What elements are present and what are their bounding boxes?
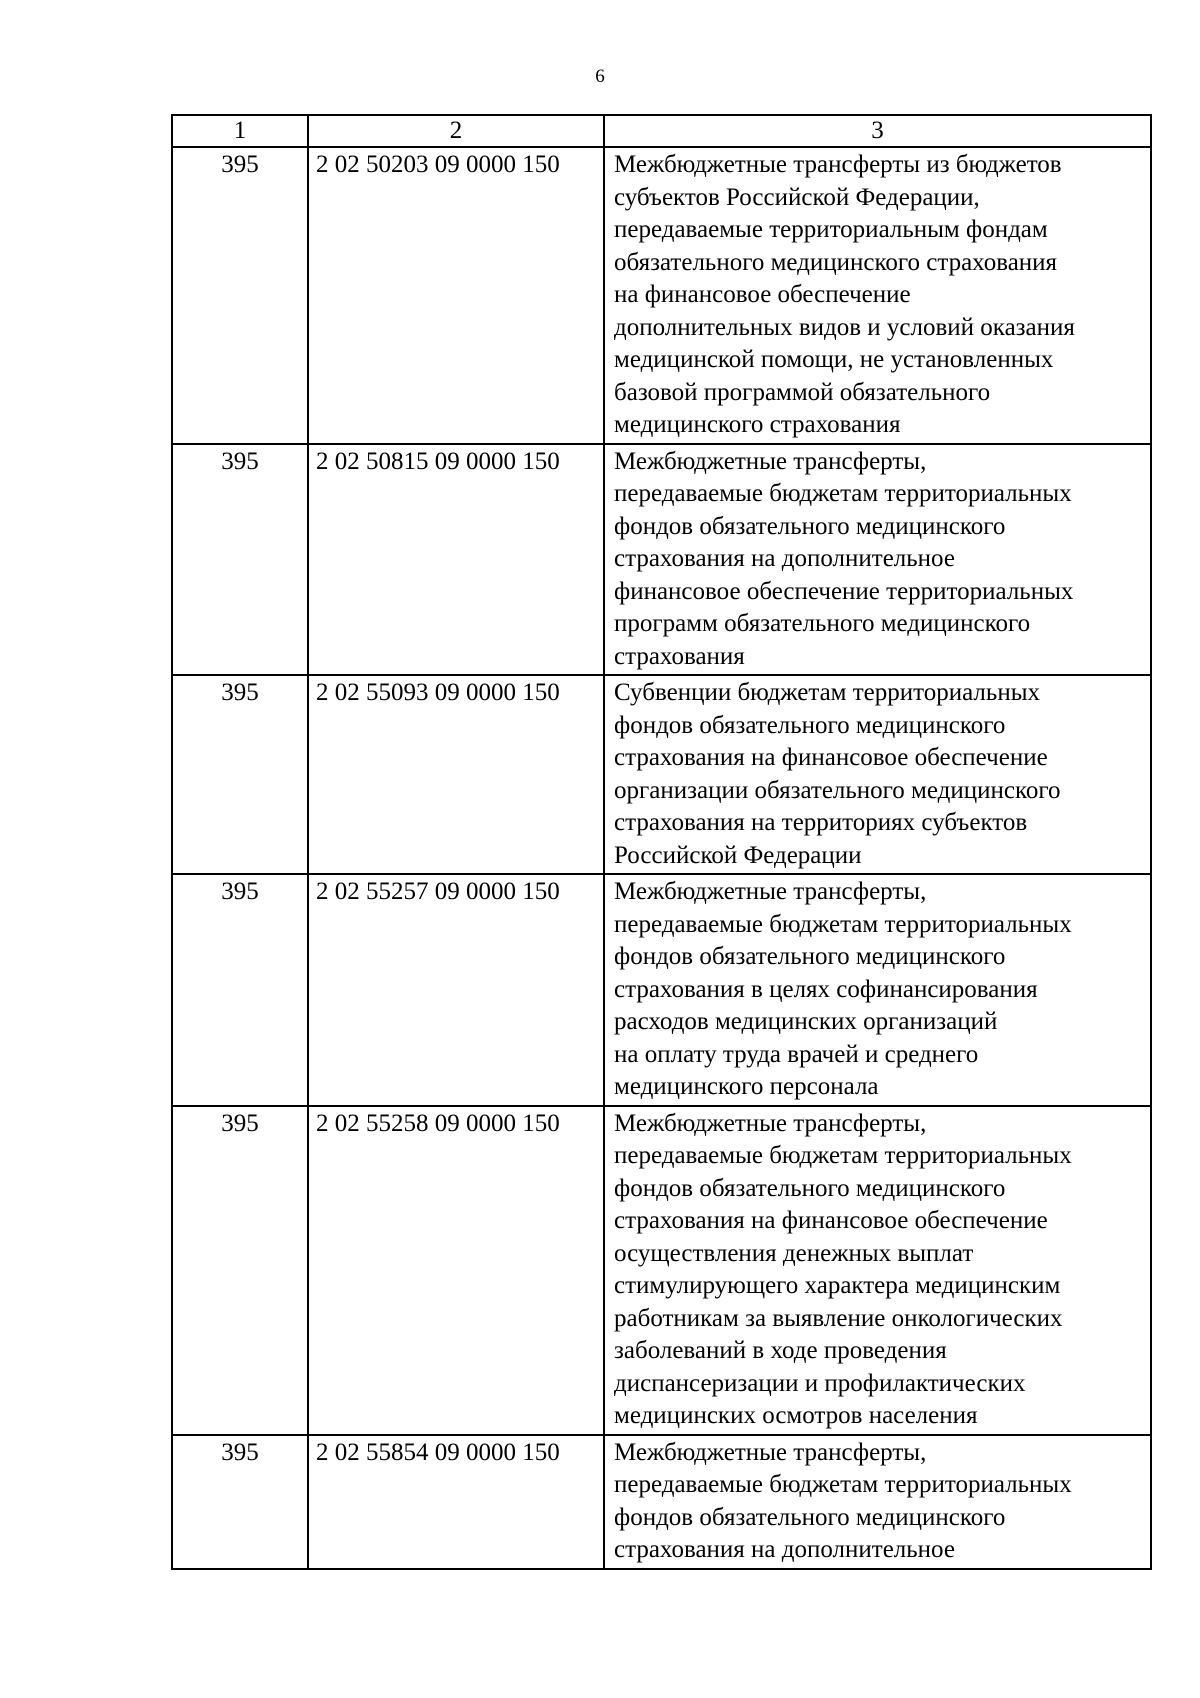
admin-code-cell xyxy=(172,1106,308,1435)
description-line: медицинского страхования xyxy=(614,411,901,438)
description-line: передаваемые бюджетам территориальных xyxy=(614,480,1072,507)
description-line: страхования на дополнительное xyxy=(614,1536,955,1563)
description-line: на оплату труда врачей и среднего xyxy=(614,1040,979,1068)
description-line: Межбюджетные трансферты, xyxy=(614,447,927,475)
column-header-3: 3 xyxy=(604,115,1151,147)
budget-classification-code: 2 02 55854 09 0000 150 xyxy=(316,1438,560,1466)
description-line: программ обязательного медицинского xyxy=(614,610,1031,637)
table-body xyxy=(172,147,1151,1569)
description-line: Межбюджетные трансферты из бюджетов xyxy=(614,151,1062,178)
description-line: заболеваний в ходе проведения xyxy=(614,1337,947,1364)
admin-code: 395 xyxy=(221,447,259,475)
budget-classification-code: 2 02 55258 09 0000 150 xyxy=(316,1109,560,1137)
admin-code-cell xyxy=(172,874,308,1106)
description-line: медицинского персонала xyxy=(614,1073,879,1100)
description-line: Межбюджетные трансферты, xyxy=(614,1438,927,1466)
description-text xyxy=(605,445,1150,675)
description-line: страхования на финансовое обеспечение xyxy=(614,1207,1048,1234)
description-line: фондов обязательного медицинского xyxy=(614,1174,1006,1202)
description-cell xyxy=(604,147,1151,444)
admin-code-cell xyxy=(172,147,308,444)
budget-classification-code: 2 02 50815 09 0000 150 xyxy=(316,447,560,475)
description-cell xyxy=(604,1106,1151,1435)
description-line: организации обязательного медицинского xyxy=(614,776,1061,804)
table-row xyxy=(172,444,1151,676)
table-row xyxy=(172,1106,1151,1435)
description-line: страхования xyxy=(614,642,745,670)
description-line: страхования на финансовое обеспечение xyxy=(614,744,1048,771)
description-line: передаваемые бюджетам территориальных xyxy=(614,1471,1072,1498)
page-number: 6 xyxy=(595,66,605,87)
description-text xyxy=(605,1436,1150,1568)
description-line: передаваемые бюджетам территориальных xyxy=(614,1142,1072,1169)
description-line: страхования в целях софинансирования xyxy=(614,975,1038,1003)
description-text xyxy=(605,148,1150,443)
admin-code: 395 xyxy=(221,1109,259,1137)
description-line: дополнительных видов и условий оказания xyxy=(614,313,1075,341)
description-line: фондов обязательного медицинского xyxy=(614,1503,1006,1531)
budget-codes-table xyxy=(171,114,1152,1570)
admin-code: 395 xyxy=(221,151,259,178)
table-header-row xyxy=(172,115,1151,147)
description-cell xyxy=(604,444,1151,676)
description-line: субъектов Российской Федерации, xyxy=(614,183,980,211)
description-line: страхования на дополнительное xyxy=(614,545,955,572)
description-line: фондов обязательного медицинского xyxy=(614,711,1006,739)
budget-code-cell xyxy=(308,874,604,1106)
description-line: обязательного медицинского страхования xyxy=(614,248,1058,276)
table-row xyxy=(172,874,1151,1106)
budget-code-cell xyxy=(308,444,604,676)
budget-code-cell xyxy=(308,147,604,444)
description-text xyxy=(605,1107,1150,1434)
description-line: Межбюджетные трансферты, xyxy=(614,878,927,905)
description-line: фондов обязательного медицинского xyxy=(614,512,1006,540)
description-cell xyxy=(604,874,1151,1106)
column-header-2: 2 xyxy=(308,115,604,147)
description-line: на финансовое обеспечение xyxy=(614,281,911,308)
table-row xyxy=(172,675,1151,874)
description-line: финансовое обеспечение территориальных xyxy=(614,577,1074,605)
budget-code-cell xyxy=(308,1106,604,1435)
budget-code-cell xyxy=(308,1435,604,1569)
admin-code: 395 xyxy=(221,878,259,905)
budget-classification-code: 2 02 55257 09 0000 150 xyxy=(316,878,560,905)
description-line: Межбюджетные трансферты, xyxy=(614,1109,927,1137)
budget-classification-code: 2 02 50203 09 0000 150 xyxy=(316,151,560,178)
description-line: медицинской помощи, не установленных xyxy=(614,346,1054,373)
admin-code-cell xyxy=(172,1435,308,1569)
admin-code-cell xyxy=(172,444,308,676)
description-line: страхования на территориях субъектов xyxy=(614,809,1028,836)
description-line: стимулирующего характера медицинским xyxy=(614,1272,1061,1299)
description-cell xyxy=(604,1435,1151,1569)
admin-code: 395 xyxy=(221,679,259,706)
description-line: осуществления денежных выплат xyxy=(614,1239,974,1267)
description-line: фондов обязательного медицинского xyxy=(614,943,1006,970)
column-header-1: 1 xyxy=(172,115,308,147)
description-line: передаваемые бюджетам территориальных xyxy=(614,910,1072,938)
description-line: Субвенции бюджетам территориальных xyxy=(614,679,1040,706)
description-line: медицинских осмотров населения xyxy=(614,1402,978,1429)
description-line: диспансеризации и профилактических xyxy=(614,1369,1026,1397)
budget-code-cell xyxy=(308,675,604,874)
table-row xyxy=(172,1435,1151,1569)
admin-code: 395 xyxy=(221,1438,259,1466)
budget-classification-code: 2 02 55093 09 0000 150 xyxy=(316,679,560,706)
description-line: Российской Федерации xyxy=(614,841,862,869)
description-line: базовой программой обязательного xyxy=(614,378,991,406)
description-line: работникам за выявление онкологических xyxy=(614,1304,1063,1332)
description-text xyxy=(605,676,1150,873)
admin-code-cell xyxy=(172,675,308,874)
table-row xyxy=(172,147,1151,444)
description-line: передаваемые территориальным фондам xyxy=(614,216,1048,243)
description-cell xyxy=(604,675,1151,874)
description-text xyxy=(605,875,1150,1105)
description-line: расходов медицинских организаций xyxy=(614,1008,998,1035)
